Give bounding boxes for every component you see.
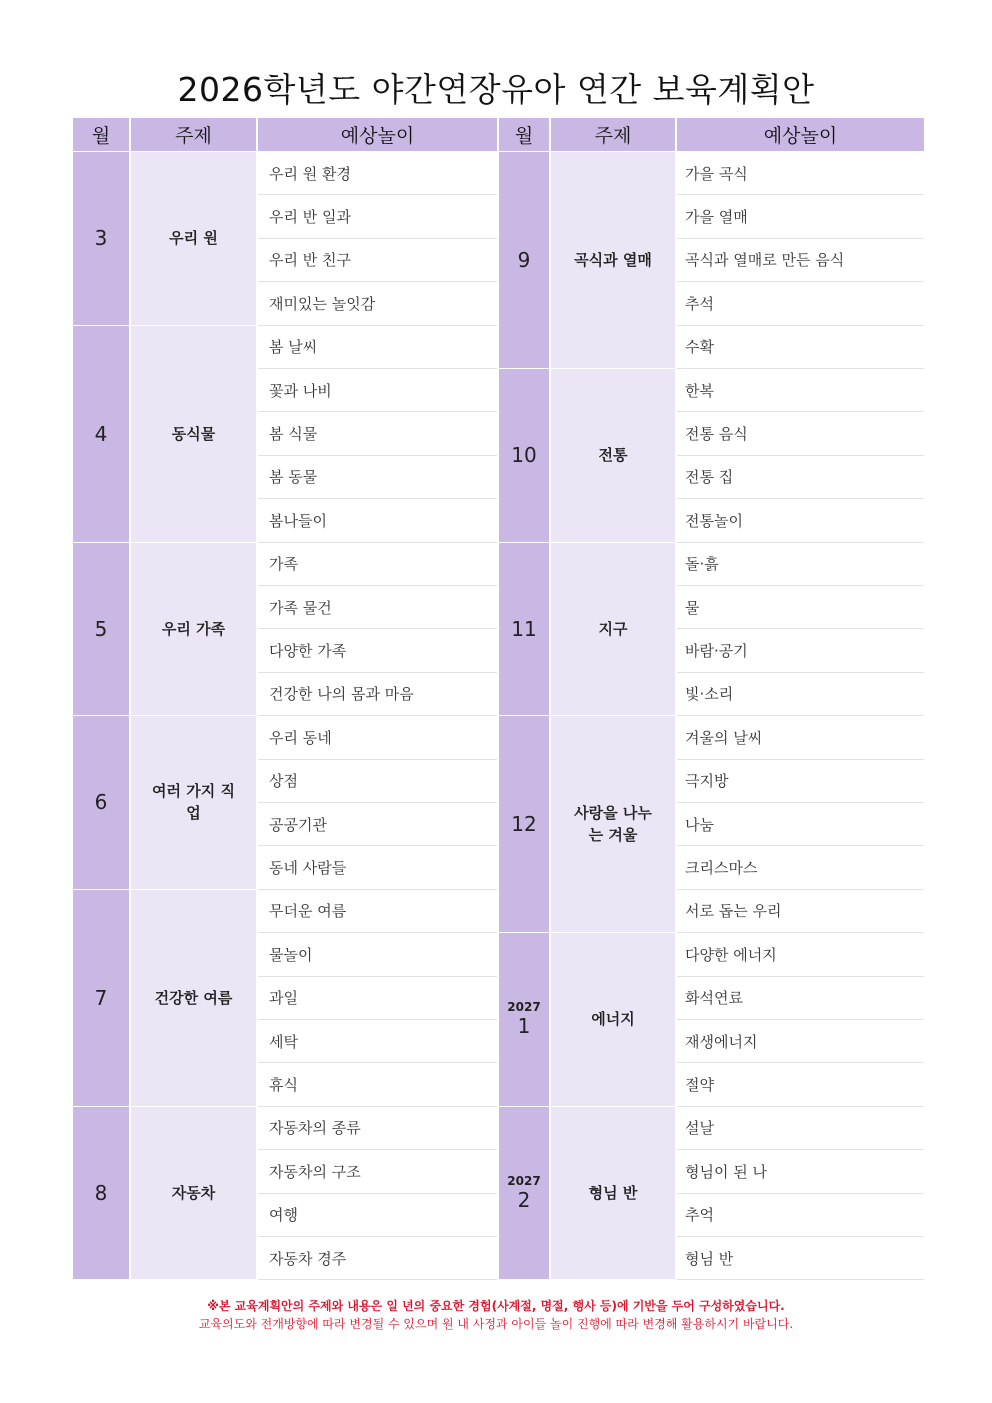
month-cell [499,543,549,716]
activity-cell: 서로 돕는 우리 [677,890,924,933]
month-cell [499,716,549,932]
activity-cell: 건강한 나의 몸과 마음 [258,673,497,716]
activity-cell: 절약 [677,1063,924,1106]
activity-cell: 꽃과 나비 [258,369,497,412]
activity-cell: 전통놀이 [677,499,924,542]
footnote-secondary: 교육의도와 전개방향에 따라 변경될 수 있으며 원 내 사정과 아이들 놀이 진행에 따라 변경해 활용하시기 바랍니다. [198,1317,794,1331]
activity-cell: 물놀이 [258,933,497,976]
activity-cell: 설날 [677,1107,924,1150]
month-cell [499,152,549,368]
month-cell [73,152,129,325]
activity-cell: 나눔 [677,803,924,846]
month-number: 7 [94,985,108,1010]
activity-cell: 동네 사람들 [258,846,497,889]
activity-cell: 가을 열매 [677,195,924,238]
activity-cell: 크리스마스 [677,846,924,889]
activity-cell: 곡식과 열매로 만든 음식 [677,239,924,282]
header-topic-left: 주제 [131,118,256,151]
month-cell [73,716,129,889]
month-cell [73,890,129,1106]
month-cell [73,543,129,716]
header-activities-right: 예상놀이 [677,118,924,151]
topic-cell: 전통 [551,369,675,542]
footnote-primary: ※본 교육계획안의 주제와 내용은 일 년의 중요한 경험(사계절, 명절, 행사 등)에 기반을 두어 구성하였습니다. [207,1299,785,1313]
activity-cell: 가을 곡식 [677,152,924,195]
topic-cell: 사랑을 나누는 겨울 [551,716,675,932]
month-number: 10 [511,443,537,468]
activity-cell: 상점 [258,760,497,803]
activity-cell: 우리 동네 [258,716,497,759]
activity-cell: 수확 [677,326,924,369]
topic-cell: 지구 [551,543,675,716]
topic-cell: 곡식과 열매 [551,152,675,368]
activity-cell: 자동차의 구조 [258,1150,497,1193]
topic-cell: 우리 가족 [131,543,256,716]
month-cell [499,933,549,1106]
month-number: 9 [517,248,531,272]
activity-cell: 전통 음식 [677,412,924,455]
activity-cell: 극지방 [677,760,924,803]
activity-cell: 겨울의 날씨 [677,716,924,759]
month-number: 3 [94,226,108,251]
activity-cell: 재생에너지 [677,1020,924,1063]
activity-cell: 우리 원 환경 [258,152,497,195]
activity-cell: 자동차의 종류 [258,1107,497,1150]
activity-cell: 과일 [258,977,497,1020]
activity-cell: 다양한 가족 [258,629,497,672]
activity-cell: 우리 반 친구 [258,239,497,282]
month-cell [499,369,549,542]
activity-cell: 자동차 경주 [258,1237,497,1280]
header-activities-left: 예상놀이 [258,118,497,151]
month-number: 6 [94,790,108,815]
activity-cell: 다양한 에너지 [677,933,924,976]
month-year: 2027 [507,999,541,1014]
header-topic-right: 주제 [551,118,675,151]
month-cell [499,1107,549,1280]
month-number: 8 [94,1181,108,1206]
activity-cell: 재미있는 놀잇감 [258,282,497,325]
page-title: 2026학년도 야간연장유아 연간 보육계획안 [177,70,815,109]
topic-cell: 우리 원 [131,152,256,325]
activity-cell: 빛·소리 [677,673,924,716]
header-month-right: 월 [499,118,549,151]
activity-cell: 바람·공기 [677,629,924,672]
topic-cell: 에너지 [551,933,675,1106]
month-number: 4 [94,421,108,446]
month-number: 2 [517,1187,531,1212]
activity-cell: 여행 [258,1194,497,1237]
activity-cell: 세탁 [258,1020,497,1063]
activity-cell: 우리 반 일과 [258,195,497,238]
activity-cell: 가족 [258,543,497,586]
activity-cell: 추억 [677,1194,924,1237]
month-cell [73,1107,129,1280]
month-number: 1 [517,1013,531,1038]
activity-cell: 가족 물건 [258,586,497,629]
activity-cell: 휴식 [258,1063,497,1106]
plan-table [73,118,924,1280]
activity-cell: 화석연료 [677,977,924,1020]
topic-cell: 건강한 여름 [131,890,256,1106]
month-number: 5 [94,616,108,641]
activity-cell: 봄 식물 [258,412,497,455]
month-cell [73,326,129,542]
activity-cell: 한복 [677,369,924,412]
activity-cell: 돌·흙 [677,543,924,586]
activity-cell: 전통 집 [677,456,924,499]
header-month-left: 월 [73,118,129,151]
activity-cell: 물 [677,586,924,629]
activity-cell: 추석 [677,282,924,325]
activity-cell: 봄나들이 [258,499,497,542]
month-year: 2027 [507,1173,541,1188]
activity-cell: 형님이 된 나 [677,1150,924,1193]
month-number: 11 [511,616,537,641]
topic-cell: 여러 가지 직업 [131,716,256,889]
activity-cell: 공공기관 [258,803,497,846]
topic-cell: 자동차 [131,1107,256,1280]
topic-cell: 형님 반 [551,1107,675,1280]
activity-cell: 무더운 여름 [258,890,497,933]
activity-cell: 형님 반 [677,1237,924,1280]
activity-cell: 봄 날씨 [258,326,497,369]
topic-cell: 동식물 [131,326,256,542]
month-number: 12 [511,812,537,837]
activity-cell: 봄 동물 [258,456,497,499]
